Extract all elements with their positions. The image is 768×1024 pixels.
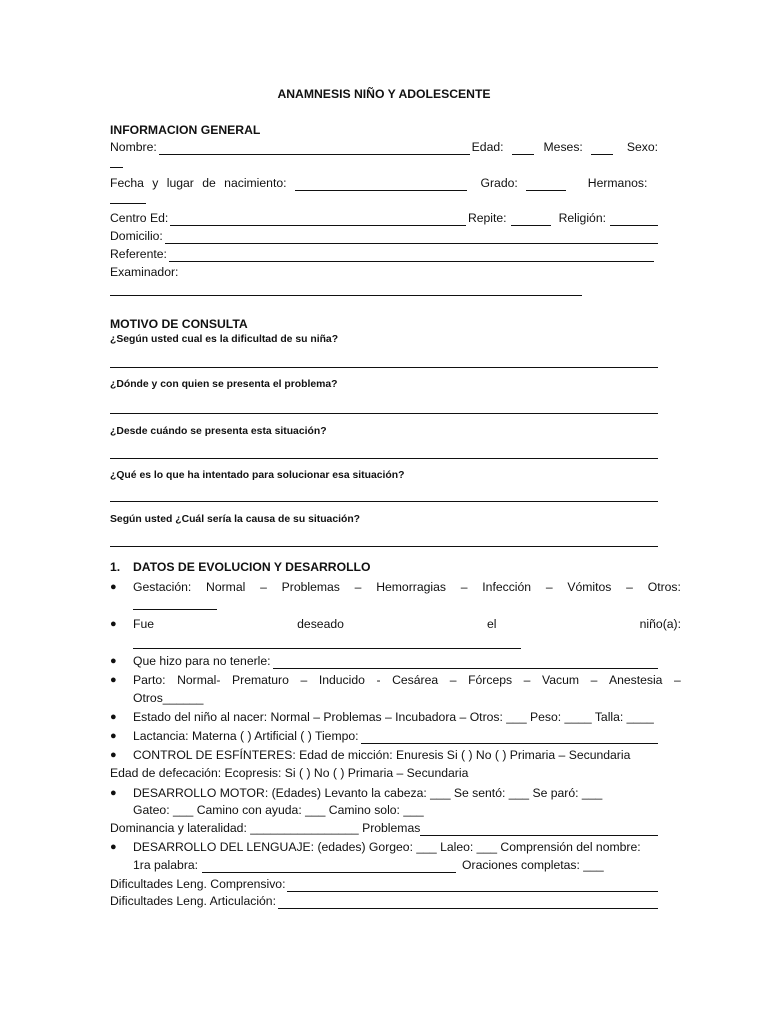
fecha-label: Fecha y lugar de nacimiento:: [110, 176, 287, 190]
word: Cesárea: [392, 673, 439, 687]
section-heading-desarrollo: [110, 559, 658, 575]
bullet: ●: [110, 581, 117, 593]
parto-otros-label: Otros______: [133, 691, 204, 705]
word: –: [460, 580, 468, 594]
word: Normal: [206, 580, 246, 594]
hermanos-field[interactable]: [110, 191, 146, 204]
word: niño(a):: [639, 617, 681, 631]
religion-field[interactable]: [610, 213, 658, 226]
nombre-row: [110, 139, 658, 155]
edad-label: Edad:: [471, 140, 504, 154]
repite-label: Repite:: [467, 211, 507, 225]
section-heading-general: INFORMACION GENERAL: [110, 123, 261, 137]
estado-text: Estado del niño al nacer: Normal – Problemas – Incubadora – Otros: ___ Peso: ____ Talla: ____: [133, 710, 654, 724]
examinador-field[interactable]: [110, 295, 582, 296]
word: –: [545, 580, 553, 594]
gestacion-text: [133, 579, 681, 595]
grado-label: Grado:: [480, 176, 518, 190]
deseado-field[interactable]: [133, 648, 521, 649]
lactancia-field[interactable]: [361, 731, 658, 744]
referente-label: Referente:: [110, 247, 167, 261]
question-1: ¿Según usted cual es la dificultad de su niña?: [110, 334, 339, 345]
oraciones-label: Oraciones completas: ___: [462, 858, 604, 872]
gestacion-otros-field[interactable]: [133, 597, 217, 610]
lenguaje-text-1: DESARROLLO DEL LENGUAJE: (edades) Gorgeo: ___ Laleo: ___ Comprensión del nombre:: [133, 840, 641, 854]
question-5: Según usted ¿Cuál sería la causa de su situación?: [110, 514, 361, 525]
section-heading-motivo: MOTIVO DE CONSULTA: [110, 317, 248, 331]
domicilio-field[interactable]: [165, 231, 658, 244]
sexo-field[interactable]: [110, 155, 123, 168]
articulacion-label: Dificultades Leng. Articulación:: [110, 894, 276, 908]
nombre-label: Nombre:: [110, 140, 157, 154]
word: Normal-: [177, 673, 221, 687]
word: Vacum: [542, 673, 580, 687]
question-2: ¿Dónde y con quien se presenta el problema?: [110, 379, 338, 390]
que-hizo-label: Que hizo para no tenerle:: [133, 654, 271, 668]
answer-5-field[interactable]: [110, 546, 658, 547]
word: –: [260, 580, 267, 594]
bullet: ●: [110, 618, 117, 630]
sexo-row: [110, 155, 658, 172]
lactancia-label: Lactancia: Materna ( ) Artificial ( ) Tiempo:: [133, 729, 359, 743]
word: Fue: [133, 617, 155, 631]
centro-label: Centro Ed:: [110, 211, 169, 225]
dominancia-label: Dominancia y lateralidad: ________________ Problemas: [110, 821, 421, 835]
fecha-field[interactable]: [295, 178, 467, 191]
word: Prematuro: [232, 673, 289, 687]
meses-field[interactable]: [591, 142, 613, 155]
dominancia-field[interactable]: [420, 823, 658, 836]
word: Vómitos: [567, 580, 612, 594]
word: Parto:: [133, 673, 166, 687]
religion-label: Religión:: [558, 211, 606, 225]
section-heading-text: DATOS DE EVOLUCION Y DESARROLLO: [133, 560, 371, 574]
word: –: [523, 673, 531, 687]
answer-3-field[interactable]: [110, 458, 658, 459]
que-hizo-field[interactable]: [273, 656, 658, 669]
word: -: [376, 673, 381, 687]
bullet: ●: [110, 674, 117, 686]
word: deseado: [297, 617, 344, 631]
word: –: [626, 580, 633, 594]
parto-text: [133, 672, 681, 688]
hermanos-row: [110, 191, 658, 208]
bullet: ●: [110, 655, 117, 667]
word: Otros:: [647, 580, 681, 594]
word: Problemas: [281, 580, 340, 594]
answer-4-field[interactable]: [110, 501, 658, 502]
fecha-row: [110, 175, 658, 191]
section-number: 1.: [110, 560, 121, 574]
bullet: ●: [110, 749, 117, 761]
meses-label: Meses:: [543, 140, 583, 154]
deseado-text: [133, 616, 681, 632]
bullet: ●: [110, 711, 117, 723]
edad-field[interactable]: [512, 142, 534, 155]
word: –: [354, 580, 362, 594]
examinador-label: Examinador:: [110, 265, 179, 279]
answer-1-field[interactable]: [110, 367, 658, 368]
defecacion-text: Edad de defecación: Ecopresis: Si ( ) No ( ) Primaria – Secundaria: [110, 766, 469, 780]
comprensivo-label: Dificultades Leng. Comprensivo:: [110, 877, 286, 891]
referente-row: [110, 246, 658, 262]
primera-palabra-field[interactable]: [202, 860, 456, 873]
centro-field[interactable]: [170, 213, 466, 226]
comprensivo-field[interactable]: [287, 879, 658, 892]
sexo-label: Sexo:: [626, 140, 658, 154]
repite-field[interactable]: [511, 213, 551, 226]
word: Hemorragias: [376, 580, 446, 594]
hermanos-label: Hermanos:: [587, 176, 648, 190]
motor-text-1: DESARROLLO MOTOR: (Edades) Levanto la cabeza: ___ Se sentó: ___ Se paró: ___: [133, 786, 603, 800]
dominancia-row: [110, 820, 658, 836]
control-text: CONTROL DE ESFÍNTERES: Edad de micción: Enuresis Si ( ) No ( ) Primaria – Secundaria: [133, 748, 631, 762]
domicilio-row: [110, 228, 658, 244]
question-3: ¿Desde cuándo se presenta esta situación?: [110, 426, 327, 437]
nombre-field[interactable]: [159, 142, 470, 155]
word: el: [487, 617, 497, 631]
centro-row: [110, 210, 658, 226]
motor-text-2: Gateo: ___ Camino con ayuda: ___ Camino solo: ___: [133, 803, 424, 817]
word: –: [674, 673, 681, 687]
word: Fórceps: [468, 673, 513, 687]
form-title: ANAMNESIS NIÑO Y ADOLESCENTE: [277, 87, 491, 101]
primera-palabra-label: 1ra palabra:: [133, 858, 199, 872]
bullet: ●: [110, 730, 117, 742]
word: –: [449, 673, 457, 687]
bullet: ●: [110, 841, 117, 853]
comprensivo-row: [110, 876, 658, 892]
bullet: ●: [110, 787, 117, 799]
articulacion-row: [110, 893, 658, 909]
question-4: ¿Qué es lo que ha intentado para solucionar esa situación?: [110, 470, 405, 481]
word: Anestesia: [608, 673, 663, 687]
word: Infección: [482, 580, 532, 594]
word: Inducido: [318, 673, 365, 687]
grado-field[interactable]: [526, 178, 566, 191]
domicilio-label: Domicilio:: [110, 229, 163, 243]
referente-field[interactable]: [169, 249, 654, 262]
answer-2-field[interactable]: [110, 413, 658, 414]
articulacion-field[interactable]: [278, 896, 658, 909]
word: –: [300, 673, 308, 687]
word: –: [590, 673, 598, 687]
word: Gestación:: [133, 580, 192, 594]
